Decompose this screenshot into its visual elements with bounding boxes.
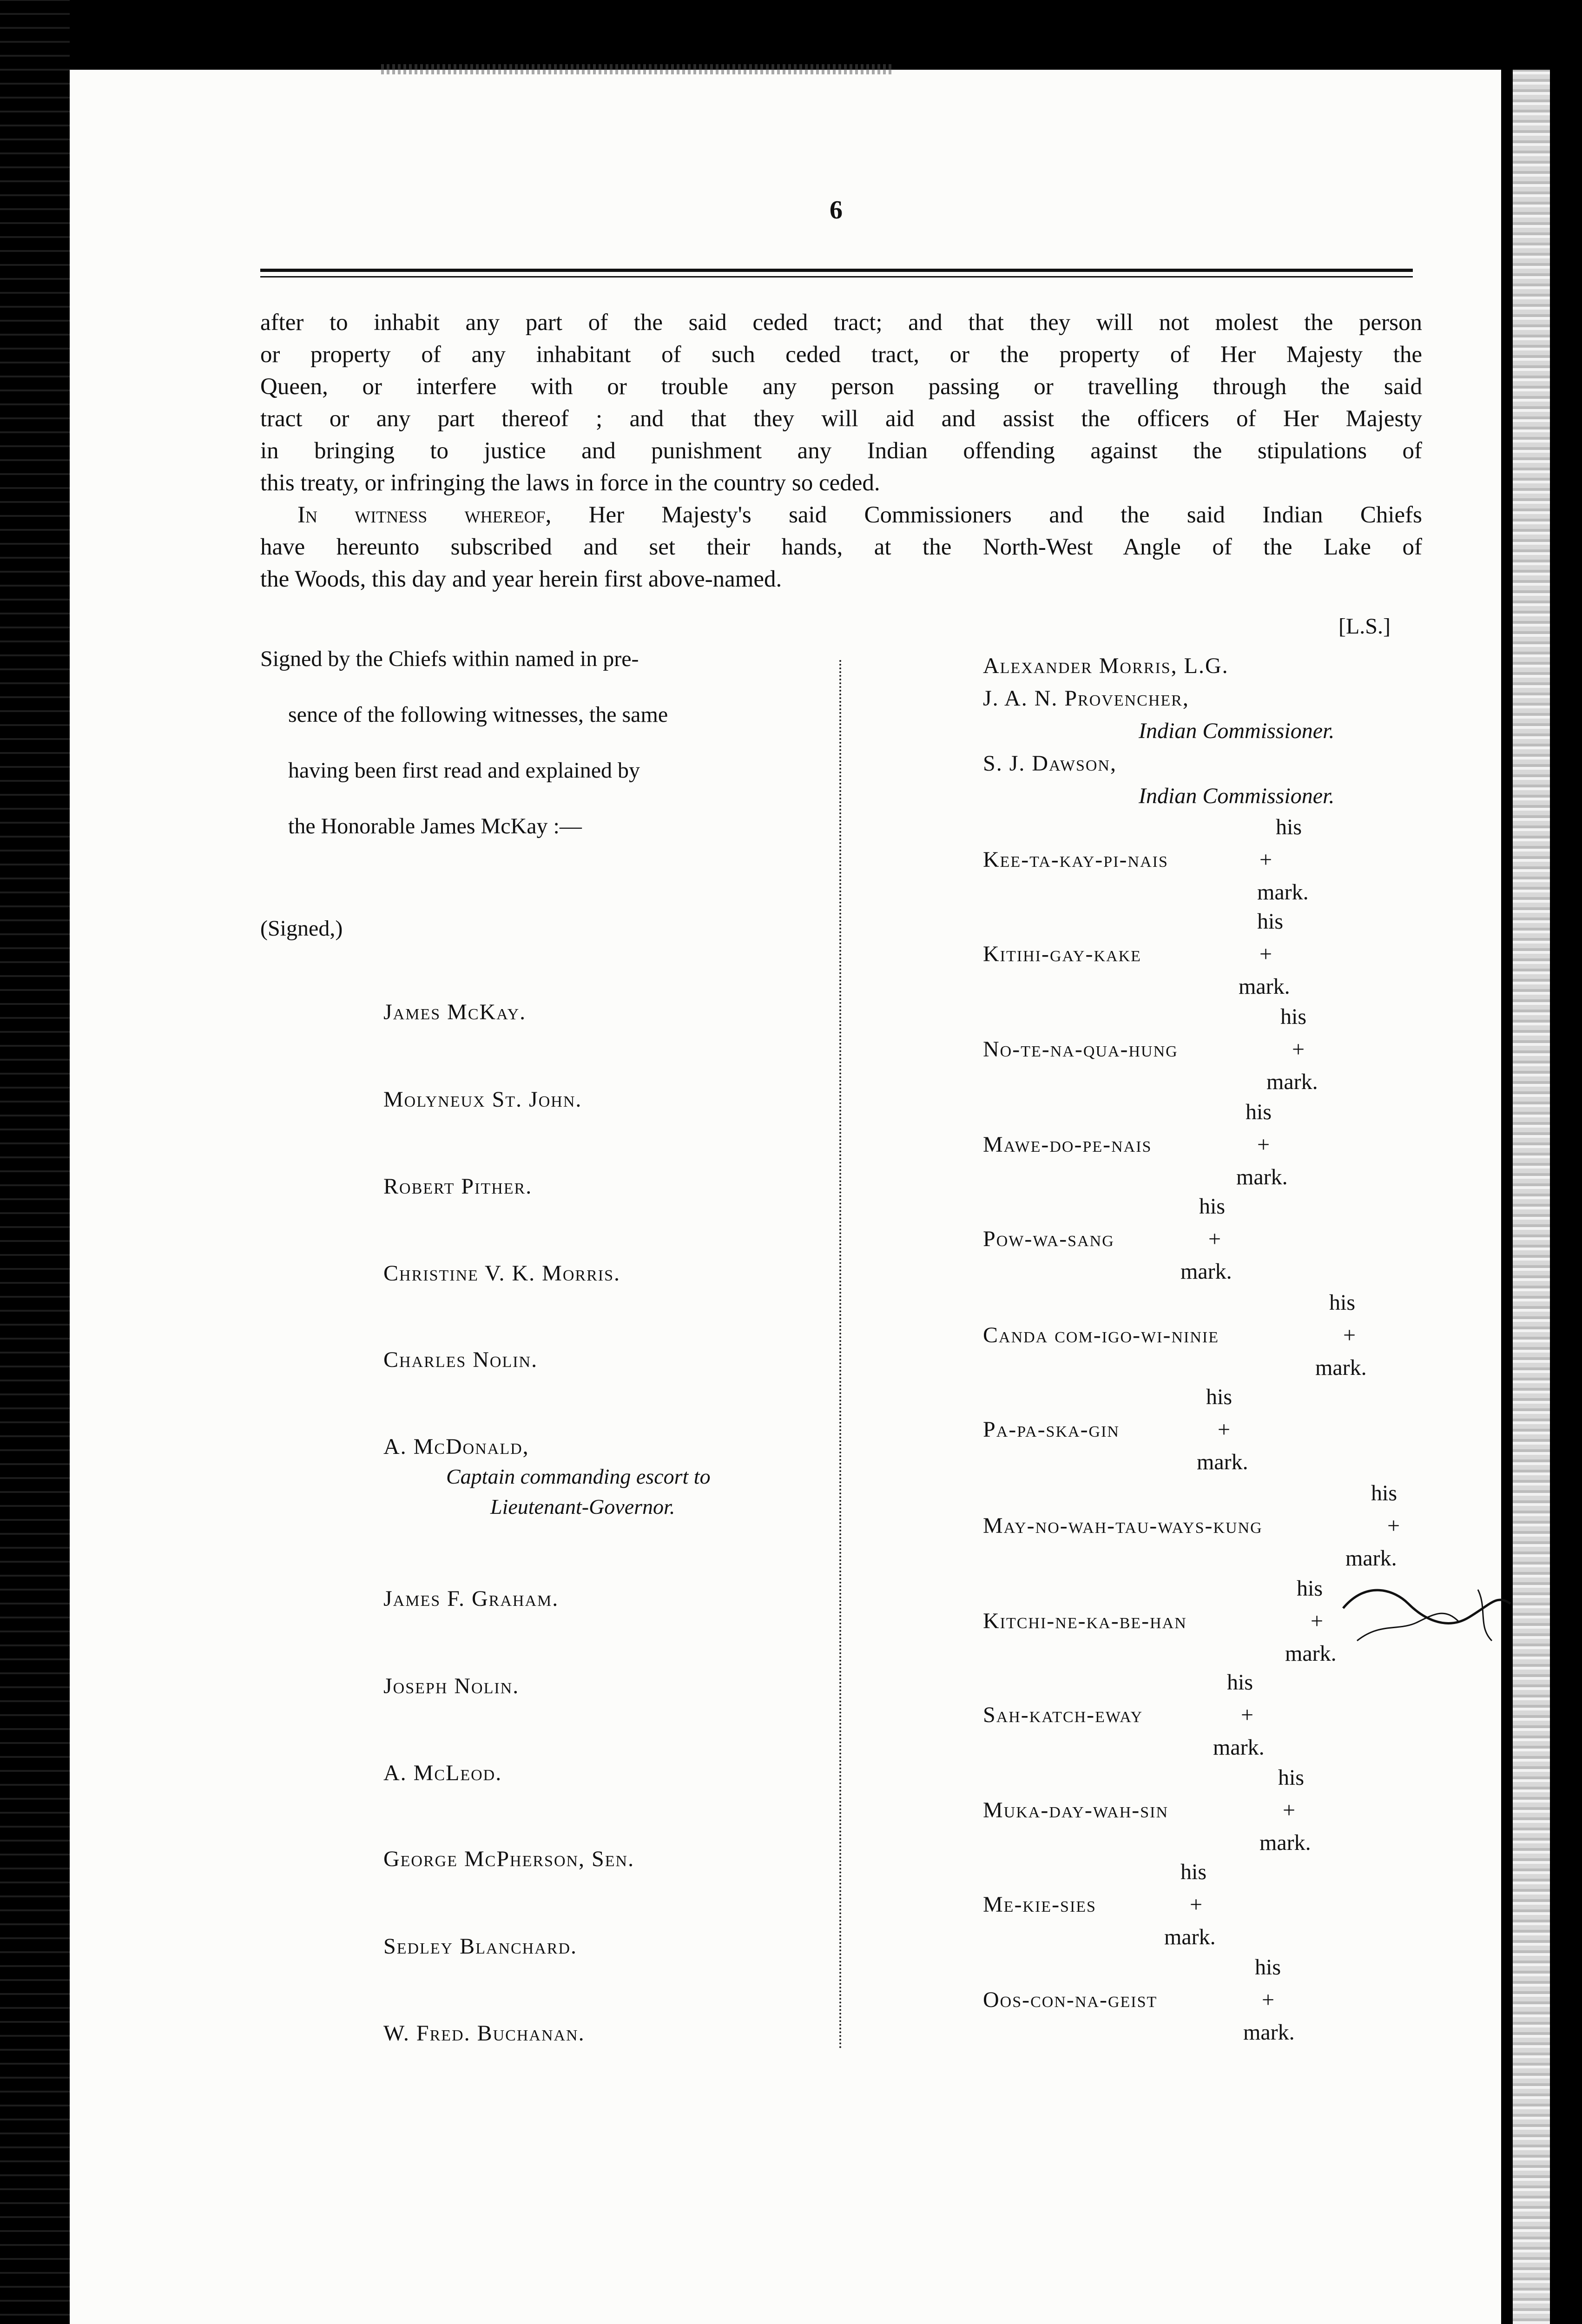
mark-label: mark. xyxy=(1285,1641,1337,1666)
attestation-line: sence of the following witnesses, the same xyxy=(288,702,668,727)
mark-label: mark. xyxy=(1180,1259,1232,1284)
body-paragraph-line: Queen, or interfere with or trouble any person passing or travelling through the said xyxy=(260,374,1422,400)
chief-name: Kee-ta-kay-pi-nais xyxy=(983,847,1168,872)
column-divider xyxy=(839,660,841,2050)
chief-name: Pa-pa-ska-gin xyxy=(983,1417,1120,1442)
body-paragraph-line: tract or any part thereof ; and that they will aid and assist the officers of Her Majesty xyxy=(260,406,1422,432)
commissioner-name: Alexander Morris, L.G. xyxy=(983,654,1229,678)
witness-name: Joseph Nolin. xyxy=(383,1674,520,1698)
witness-name: James McKay. xyxy=(383,1000,527,1024)
mark-label: mark. xyxy=(1266,1070,1318,1094)
his-label: his xyxy=(1329,1290,1356,1315)
mark-label: mark. xyxy=(1315,1355,1367,1380)
mark-cross: + xyxy=(1257,1132,1270,1157)
body-paragraph-line: in bringing to justice and punishment any Indian offending against the stipulations of xyxy=(260,438,1422,464)
witness-paragraph-line: the Woods, this day and year herein first above-named. xyxy=(260,566,782,592)
mark-cross: + xyxy=(1292,1037,1305,1062)
mark-cross: + xyxy=(1190,1892,1203,1917)
mark-cross: + xyxy=(1259,847,1272,872)
ink-scribble-icon xyxy=(1338,1552,1515,1673)
commissioner-title: Indian Commissioner. xyxy=(1139,719,1335,743)
chief-name: Kitihi-gay-kake xyxy=(983,942,1141,966)
witness-name: Charles Nolin. xyxy=(383,1347,538,1372)
signed-label: (Signed,) xyxy=(260,916,343,941)
chief-name: Me-kie-sies xyxy=(983,1892,1096,1917)
witness-line-rest: Her Majesty's said Commissioners and the said Indian Chiefs xyxy=(551,502,1422,528)
attestation-line: the Honorable James McKay :— xyxy=(288,814,582,838)
his-label: his xyxy=(1255,1955,1281,1980)
witness-name: James F. Graham. xyxy=(383,1586,559,1611)
scan-left-edge xyxy=(0,0,70,2324)
mark-label: mark. xyxy=(1345,1546,1397,1571)
mark-label: mark. xyxy=(1259,1830,1311,1855)
commissioner-name: S. J. Dawson, xyxy=(983,751,1117,776)
mark-cross: + xyxy=(1259,942,1272,966)
his-label: his xyxy=(1276,815,1302,839)
witness-name: Sedley Blanchard. xyxy=(383,1934,578,1959)
mark-label: mark. xyxy=(1257,880,1309,905)
witness-name: Molyneux St. John. xyxy=(383,1087,582,1112)
attestation-line: Signed by the Chiefs within named in pre- xyxy=(260,647,639,671)
chief-name: Muka-day-wah-sin xyxy=(983,1798,1169,1822)
mark-cross: + xyxy=(1343,1323,1356,1347)
witness-title: Lieutenant-Governor. xyxy=(490,1495,675,1519)
scan-top-noise xyxy=(381,64,892,74)
witness-name: Robert Pither. xyxy=(383,1174,533,1199)
his-label: his xyxy=(1206,1385,1233,1409)
mark-label: mark. xyxy=(1164,1925,1216,1949)
his-label: his xyxy=(1278,1765,1305,1790)
chief-name: Pow-wa-sang xyxy=(983,1227,1114,1251)
his-label: his xyxy=(1180,1860,1207,1884)
witness-paragraph-line: have hereunto subscribed and set their hands, at the North-West Angle of the Lake of xyxy=(260,534,1422,560)
chief-name: Sah-katch-eway xyxy=(983,1703,1143,1727)
body-paragraph-line: this treaty, or infringing the laws in force in the country so ceded. xyxy=(260,470,880,496)
mark-label: mark. xyxy=(1239,974,1290,999)
commissioner-title: Indian Commissioner. xyxy=(1139,784,1335,808)
his-label: his xyxy=(1371,1481,1397,1505)
his-label: his xyxy=(1257,909,1284,934)
mark-cross: + xyxy=(1208,1227,1221,1251)
witness-paragraph-line xyxy=(260,499,1422,531)
header-rule-thick xyxy=(260,269,1413,272)
commissioner-name: J. A. N. Provencher, xyxy=(983,686,1189,711)
witness-title: Captain commanding escort to xyxy=(446,1465,711,1488)
witness-name: Christine V. K. Morris. xyxy=(383,1261,620,1286)
mark-cross: + xyxy=(1387,1513,1400,1538)
witness-name: A. McLeod. xyxy=(383,1761,502,1785)
seal-mark: [L.S.] xyxy=(1338,614,1391,639)
chief-name: Oos-con-na-geist xyxy=(983,1987,1158,2012)
chief-name: May-no-wah-tau-ways-kung xyxy=(983,1513,1263,1538)
witness-name: A. McDonald, xyxy=(383,1434,529,1459)
mark-label: mark. xyxy=(1243,2020,1295,2045)
mark-label: mark. xyxy=(1213,1735,1265,1760)
chief-name: No-te-na-qua-hung xyxy=(983,1037,1178,1062)
in-witness-lead: In witness whereof, xyxy=(297,502,552,528)
mark-cross: + xyxy=(1218,1417,1231,1442)
mark-cross: + xyxy=(1241,1703,1254,1727)
his-label: his xyxy=(1227,1670,1253,1695)
page-number: 6 xyxy=(830,196,843,224)
header-rule-thin xyxy=(260,276,1413,277)
mark-label: mark. xyxy=(1236,1165,1288,1189)
binding-strip xyxy=(1513,70,1550,2324)
chief-name: Canda com-igo-wi-ninie xyxy=(983,1323,1219,1347)
mark-label: mark. xyxy=(1197,1450,1248,1474)
mark-cross: + xyxy=(1283,1798,1296,1822)
his-label: his xyxy=(1297,1576,1323,1601)
mark-cross: + xyxy=(1311,1609,1324,1633)
witness-name: W. Fred. Buchanan. xyxy=(383,2021,585,2046)
his-label: his xyxy=(1246,1100,1272,1124)
chief-name: Kitchi-ne-ka-be-han xyxy=(983,1609,1187,1633)
mark-cross: + xyxy=(1262,1987,1275,2012)
body-paragraph-line: or property of any inhabitant of such ceded tract, or the property of Her Majesty the xyxy=(260,342,1422,368)
body-paragraph-line: after to inhabit any part of the said ceded tract; and that they will not molest the person xyxy=(260,310,1422,336)
chief-name: Mawe-do-pe-nais xyxy=(983,1132,1152,1157)
witness-name: George McPherson, Sen. xyxy=(383,1847,635,1871)
attestation-line: having been first read and explained by xyxy=(288,758,640,783)
his-label: his xyxy=(1199,1194,1226,1219)
his-label: his xyxy=(1280,1004,1307,1029)
